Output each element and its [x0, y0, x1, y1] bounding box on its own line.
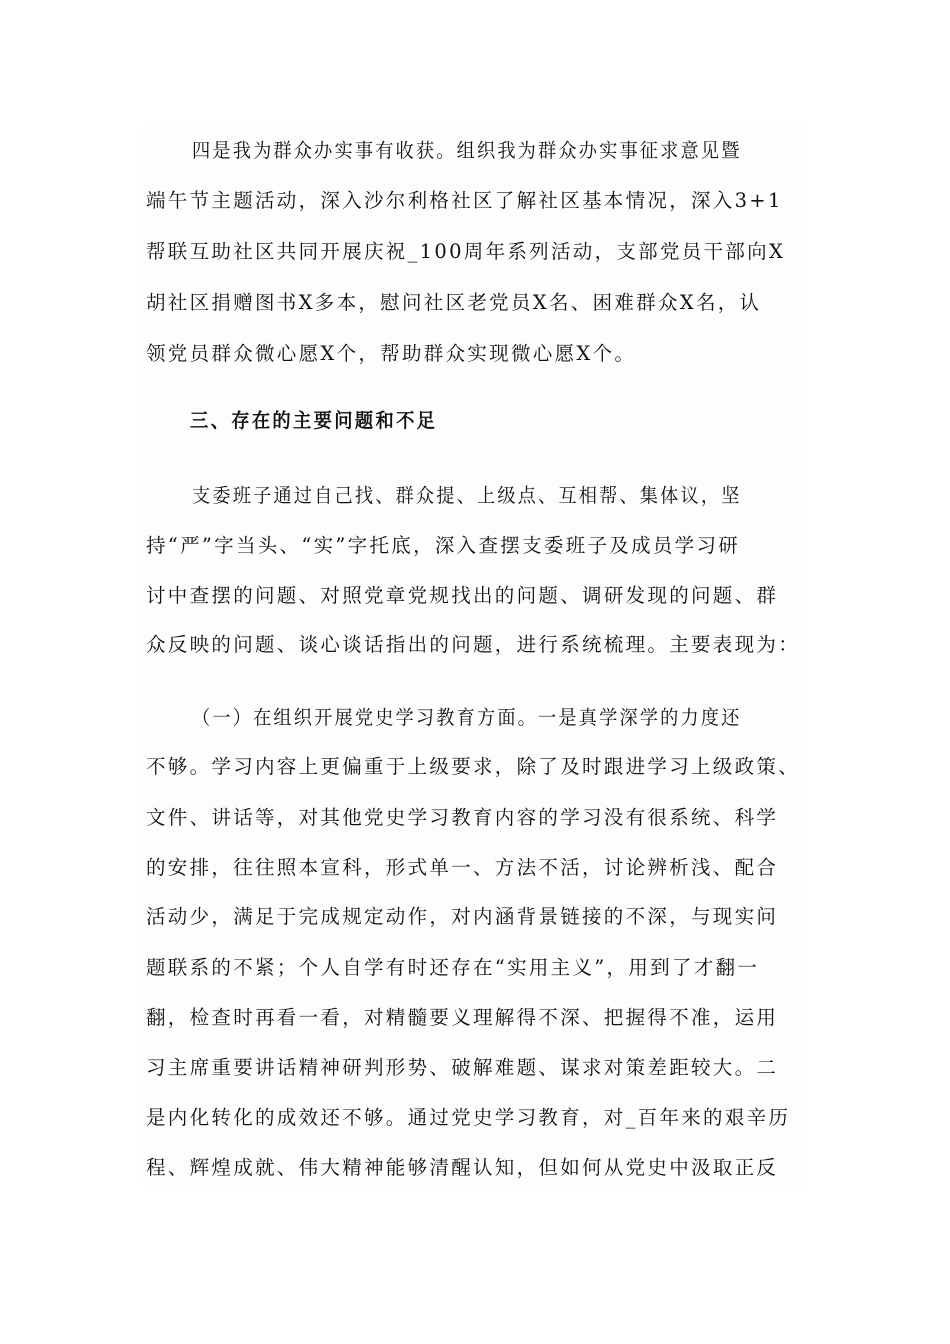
- paragraph-line: 是内化转化的成效还不够。通过党史学习教育，对_百年来的艰辛历: [146, 1106, 791, 1129]
- paragraph-line: 题联系的不紧；个人自学有时还存在“实用主义”，用到了才翻一: [146, 956, 760, 979]
- paragraph-line: 不够。学习内容上更偏重于上级要求，除了及时跟进学习上级政策、: [146, 755, 801, 778]
- paragraph-line: 领党员群众微心愿X个，帮助群众实现微心愿X个。: [146, 342, 637, 365]
- paragraph-line: 众反映的问题、谈心谈话指出的问题，进行系统梳理。主要表现为：: [146, 633, 801, 656]
- paragraph-line: 四是我为群众办实事有收获。组织我为群众办实事征求意见暨: [192, 139, 742, 162]
- paragraph-line: 持“严”字当头、“实”字托底，深入查摆支委班子及成员学习研: [146, 534, 741, 557]
- paragraph-line: 的安排，往往照本宣科，形式单一、方法不活，讨论辨析浅、配合: [146, 856, 779, 879]
- paragraph-line: 活动少，满足于完成规定动作，对内涵背景链接的不深，与现实问: [146, 905, 779, 928]
- paragraph-line: 胡社区捐赠图书X多本，慰问社区老党员X名、困难群众X名，认: [146, 291, 762, 314]
- paragraph-line: 讨中查摆的问题、对照党章党规找出的问题、调研发现的问题、群: [146, 584, 779, 607]
- paragraph-line: 帮联互助社区共同开展庆祝_100周年系列活动，支部党员干部向X: [146, 240, 786, 263]
- paragraph-line: 端午节主题活动，深入沙尔利格社区了解社区基本情况，深入3+1: [146, 189, 783, 212]
- paragraph-line: 翻，检查时再看一看，对精髓要义理解得不深、把握得不准，运用: [146, 1006, 779, 1029]
- section-heading: 三、存在的主要问题和不足: [190, 409, 438, 432]
- paragraph-line: （一）在组织开展党史学习教育方面。一是真学深学的力度还: [192, 706, 742, 729]
- paragraph-line: 支委班子通过自己找、群众提、上级点、互相帮、集体议，坚: [192, 484, 742, 507]
- paragraph-line: 程、辉煌成就、伟大精神能够清醒认知，但如何从党史中汲取正反: [146, 1156, 779, 1179]
- paragraph-line: 文件、讲话等，对其他党史学习教育内容的学习没有很系统、科学: [146, 806, 779, 829]
- paragraph-line: 习主席重要讲话精神研判形势、破解难题、谋求对策差距较大。二: [146, 1056, 779, 1079]
